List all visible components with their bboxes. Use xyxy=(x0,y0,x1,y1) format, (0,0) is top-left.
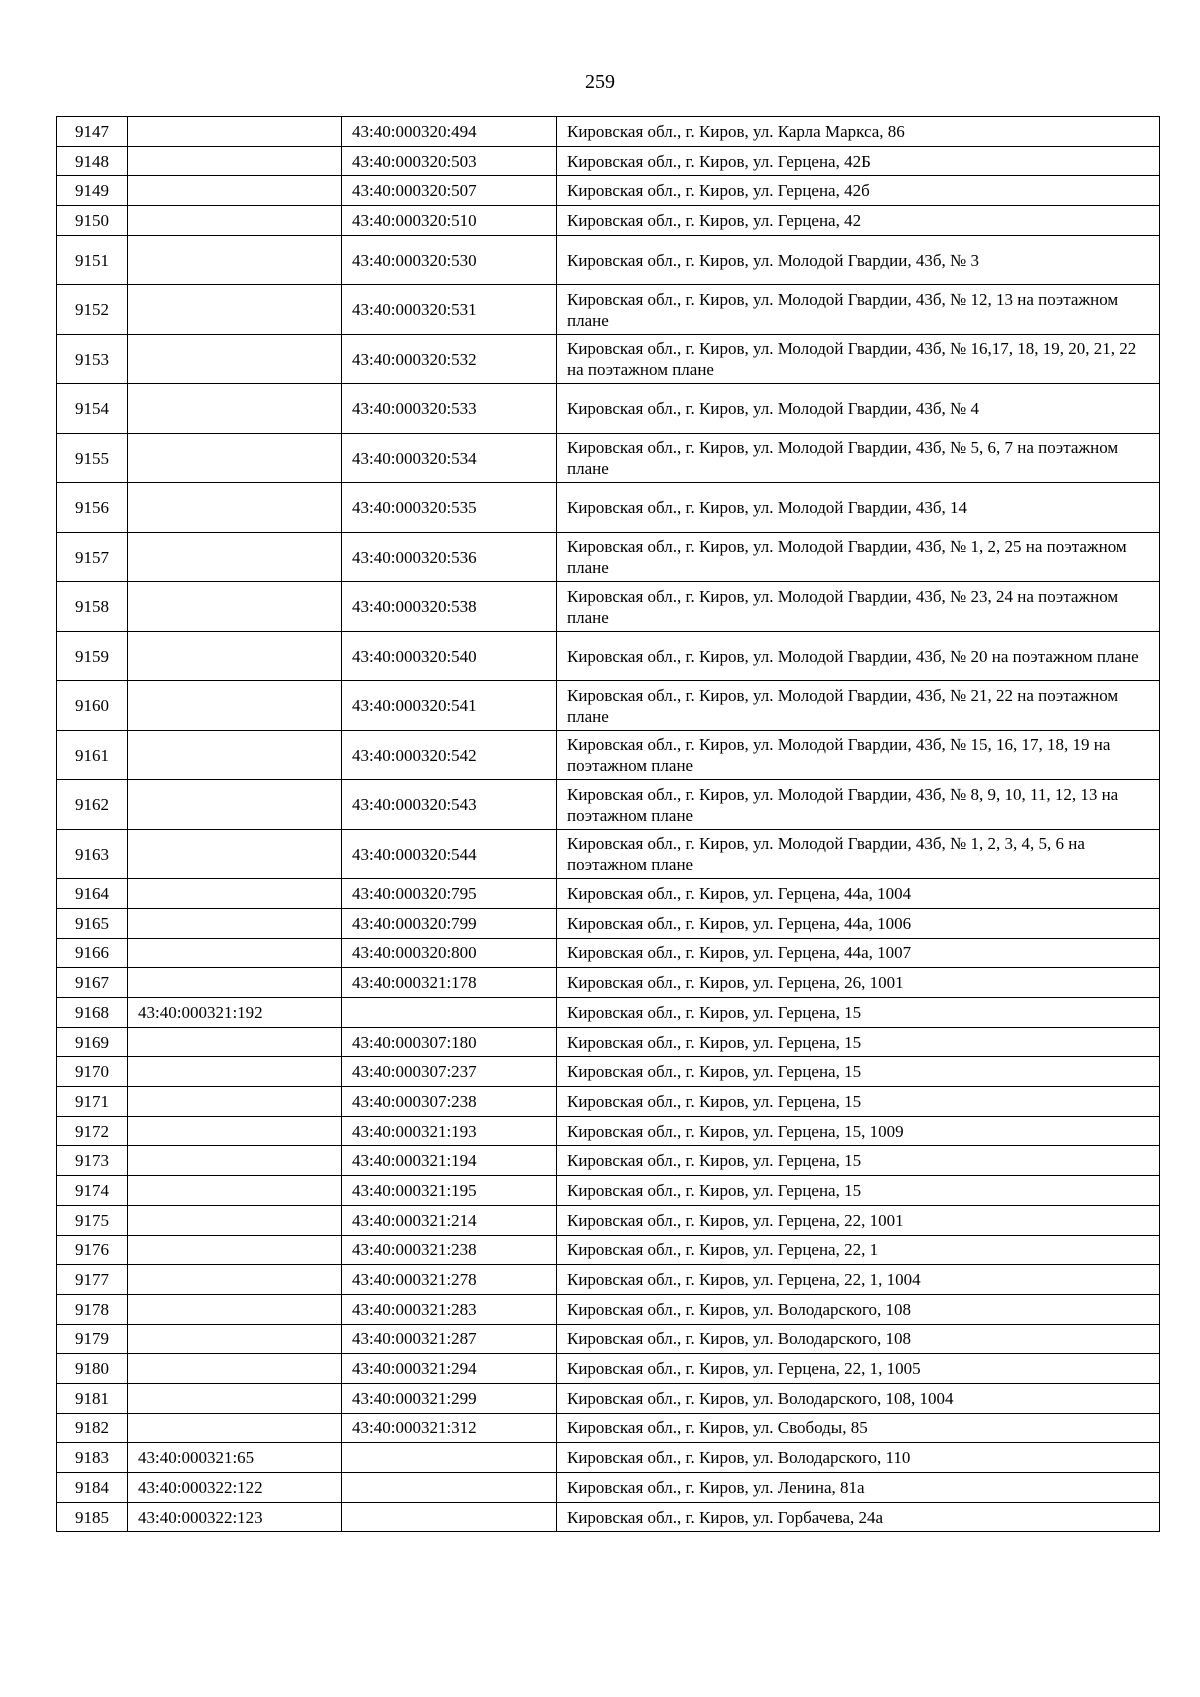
table-row xyxy=(57,176,1160,206)
address-cell: Кировская обл., г. Киров, ул. Герцена, 42б xyxy=(557,176,1160,206)
row-number-cell: 9158 xyxy=(57,582,128,632)
address-cell: Кировская обл., г. Киров, ул. Молодой Гвардии, 43б, № 15, 16, 17, 18, 19 на поэтажном плане xyxy=(557,730,1160,780)
row-number-cell: 9160 xyxy=(57,681,128,731)
object-cadastral-number-cell: 43:40:000320:799 xyxy=(342,908,557,938)
parcel-cadastral-number-cell xyxy=(128,1235,342,1265)
page-number: 259 xyxy=(585,71,615,93)
parcel-cadastral-number-cell xyxy=(128,1116,342,1146)
row-number-cell: 9151 xyxy=(57,235,128,285)
parcel-cadastral-number-cell xyxy=(128,730,342,780)
row-number-cell: 9173 xyxy=(57,1146,128,1176)
address-cell: Кировская обл., г. Киров, ул. Молодой Гвардии, 43б, № 12, 13 на поэтажном плане xyxy=(557,285,1160,335)
address-cell: Кировская обл., г. Киров, ул. Карла Маркса, 86 xyxy=(557,117,1160,147)
row-number-cell: 9181 xyxy=(57,1383,128,1413)
table-row xyxy=(57,1294,1160,1324)
parcel-cadastral-number-cell xyxy=(128,235,342,285)
object-cadastral-number-cell: 43:40:000320:532 xyxy=(342,334,557,384)
address-cell: Кировская обл., г. Киров, ул. Герцена, 42 xyxy=(557,206,1160,236)
object-cadastral-number-cell: 43:40:000320:535 xyxy=(342,483,557,533)
object-cadastral-number-cell: 43:40:000321:214 xyxy=(342,1205,557,1235)
registry-table xyxy=(56,116,1160,1532)
table-row xyxy=(57,206,1160,236)
object-cadastral-number-cell: 43:40:000320:540 xyxy=(342,631,557,681)
parcel-cadastral-number-cell xyxy=(128,117,342,147)
address-cell: Кировская обл., г. Киров, ул. Герцена, 15 xyxy=(557,1087,1160,1117)
table-row xyxy=(57,1265,1160,1295)
row-number-cell: 9161 xyxy=(57,730,128,780)
parcel-cadastral-number-cell xyxy=(128,1265,342,1295)
table-row xyxy=(57,780,1160,830)
object-cadastral-number-cell xyxy=(342,1473,557,1503)
table-row xyxy=(57,938,1160,968)
row-number-cell: 9167 xyxy=(57,968,128,998)
object-cadastral-number-cell xyxy=(342,998,557,1028)
parcel-cadastral-number-cell xyxy=(128,384,342,434)
parcel-cadastral-number-cell: 43:40:000322:123 xyxy=(128,1502,342,1532)
table-row xyxy=(57,1502,1160,1532)
parcel-cadastral-number-cell xyxy=(128,285,342,335)
address-cell: Кировская обл., г. Киров, ул. Герцена, 15 xyxy=(557,1057,1160,1087)
parcel-cadastral-number-cell xyxy=(128,631,342,681)
row-number-cell: 9171 xyxy=(57,1087,128,1117)
table-row xyxy=(57,1413,1160,1443)
address-cell: Кировская обл., г. Киров, ул. Молодой Гвардии, 43б, № 1, 2, 3, 4, 5, 6 на поэтажном плане xyxy=(557,829,1160,879)
address-cell: Кировская обл., г. Киров, ул. Герцена, 44а, 1007 xyxy=(557,938,1160,968)
object-cadastral-number-cell: 43:40:000307:180 xyxy=(342,1027,557,1057)
table-row xyxy=(57,681,1160,731)
row-number-cell: 9163 xyxy=(57,829,128,879)
object-cadastral-number-cell: 43:40:000320:531 xyxy=(342,285,557,335)
address-cell: Кировская обл., г. Киров, ул. Герцена, 26, 1001 xyxy=(557,968,1160,998)
table-row xyxy=(57,483,1160,533)
object-cadastral-number-cell: 43:40:000320:510 xyxy=(342,206,557,236)
table-row xyxy=(57,1443,1160,1473)
registry-table-body xyxy=(57,117,1160,1532)
address-cell: Кировская обл., г. Киров, ул. Ленина, 81а xyxy=(557,1473,1160,1503)
row-number-cell: 9148 xyxy=(57,146,128,176)
row-number-cell: 9153 xyxy=(57,334,128,384)
parcel-cadastral-number-cell xyxy=(128,433,342,483)
table-row xyxy=(57,1176,1160,1206)
object-cadastral-number-cell: 43:40:000320:542 xyxy=(342,730,557,780)
object-cadastral-number-cell: 43:40:000321:194 xyxy=(342,1146,557,1176)
row-number-cell: 9172 xyxy=(57,1116,128,1146)
parcel-cadastral-number-cell xyxy=(128,146,342,176)
table-row xyxy=(57,532,1160,582)
table-row xyxy=(57,879,1160,909)
row-number-cell: 9169 xyxy=(57,1027,128,1057)
row-number-cell: 9174 xyxy=(57,1176,128,1206)
parcel-cadastral-number-cell xyxy=(128,1413,342,1443)
row-number-cell: 9178 xyxy=(57,1294,128,1324)
parcel-cadastral-number-cell xyxy=(128,1057,342,1087)
object-cadastral-number-cell: 43:40:000321:178 xyxy=(342,968,557,998)
row-number-cell: 9152 xyxy=(57,285,128,335)
object-cadastral-number-cell: 43:40:000320:536 xyxy=(342,532,557,582)
address-cell: Кировская обл., г. Киров, ул. Герцена, 15 xyxy=(557,1027,1160,1057)
parcel-cadastral-number-cell xyxy=(128,206,342,236)
row-number-cell: 9184 xyxy=(57,1473,128,1503)
address-cell: Кировская обл., г. Киров, ул. Герцена, 15, 1009 xyxy=(557,1116,1160,1146)
row-number-cell: 9154 xyxy=(57,384,128,434)
parcel-cadastral-number-cell xyxy=(128,908,342,938)
object-cadastral-number-cell: 43:40:000320:544 xyxy=(342,829,557,879)
table-row xyxy=(57,117,1160,147)
row-number-cell: 9147 xyxy=(57,117,128,147)
parcel-cadastral-number-cell xyxy=(128,1383,342,1413)
object-cadastral-number-cell: 43:40:000320:543 xyxy=(342,780,557,830)
table-row xyxy=(57,1324,1160,1354)
table-row xyxy=(57,730,1160,780)
address-cell: Кировская обл., г. Киров, ул. Молодой Гвардии, 43б, № 20 на поэтажном плане xyxy=(557,631,1160,681)
table-row xyxy=(57,1354,1160,1384)
address-cell: Кировская обл., г. Киров, ул. Володарского, 110 xyxy=(557,1443,1160,1473)
address-cell: Кировская обл., г. Киров, ул. Герцена, 15 xyxy=(557,1176,1160,1206)
table-row xyxy=(57,1116,1160,1146)
row-number-cell: 9156 xyxy=(57,483,128,533)
row-number-cell: 9164 xyxy=(57,879,128,909)
row-number-cell: 9170 xyxy=(57,1057,128,1087)
object-cadastral-number-cell: 43:40:000320:507 xyxy=(342,176,557,206)
address-cell: Кировская обл., г. Киров, ул. Молодой Гвардии, 43б, № 3 xyxy=(557,235,1160,285)
object-cadastral-number-cell: 43:40:000320:795 xyxy=(342,879,557,909)
address-cell: Кировская обл., г. Киров, ул. Герцена, 22, 1 xyxy=(557,1235,1160,1265)
row-number-cell: 9177 xyxy=(57,1265,128,1295)
object-cadastral-number-cell: 43:40:000320:503 xyxy=(342,146,557,176)
parcel-cadastral-number-cell xyxy=(128,483,342,533)
object-cadastral-number-cell: 43:40:000321:283 xyxy=(342,1294,557,1324)
row-number-cell: 9149 xyxy=(57,176,128,206)
address-cell: Кировская обл., г. Киров, ул. Герцена, 44а, 1006 xyxy=(557,908,1160,938)
row-number-cell: 9183 xyxy=(57,1443,128,1473)
address-cell: Кировская обл., г. Киров, ул. Герцена, 15 xyxy=(557,1146,1160,1176)
address-cell: Кировская обл., г. Киров, ул. Герцена, 15 xyxy=(557,998,1160,1028)
table-row xyxy=(57,1146,1160,1176)
object-cadastral-number-cell: 43:40:000320:534 xyxy=(342,433,557,483)
object-cadastral-number-cell: 43:40:000321:312 xyxy=(342,1413,557,1443)
object-cadastral-number-cell xyxy=(342,1502,557,1532)
table-row xyxy=(57,631,1160,681)
table-row xyxy=(57,384,1160,434)
row-number-cell: 9159 xyxy=(57,631,128,681)
row-number-cell: 9155 xyxy=(57,433,128,483)
table-row xyxy=(57,433,1160,483)
row-number-cell: 9150 xyxy=(57,206,128,236)
parcel-cadastral-number-cell xyxy=(128,1146,342,1176)
address-cell: Кировская обл., г. Киров, ул. Молодой Гвардии, 43б, № 5, 6, 7 на поэтажном плане xyxy=(557,433,1160,483)
table-row xyxy=(57,1473,1160,1503)
address-cell: Кировская обл., г. Киров, ул. Герцена, 22, 1, 1005 xyxy=(557,1354,1160,1384)
object-cadastral-number-cell: 43:40:000320:800 xyxy=(342,938,557,968)
object-cadastral-number-cell: 43:40:000320:494 xyxy=(342,117,557,147)
table-row xyxy=(57,1057,1160,1087)
parcel-cadastral-number-cell: 43:40:000321:192 xyxy=(128,998,342,1028)
parcel-cadastral-number-cell: 43:40:000321:65 xyxy=(128,1443,342,1473)
table-row xyxy=(57,1027,1160,1057)
object-cadastral-number-cell: 43:40:000307:237 xyxy=(342,1057,557,1087)
parcel-cadastral-number-cell xyxy=(128,1087,342,1117)
table-row xyxy=(57,146,1160,176)
address-cell: Кировская обл., г. Киров, ул. Свободы, 85 xyxy=(557,1413,1160,1443)
object-cadastral-number-cell: 43:40:000321:287 xyxy=(342,1324,557,1354)
parcel-cadastral-number-cell xyxy=(128,879,342,909)
row-number-cell: 9157 xyxy=(57,532,128,582)
table-row xyxy=(57,334,1160,384)
object-cadastral-number-cell: 43:40:000321:299 xyxy=(342,1383,557,1413)
row-number-cell: 9166 xyxy=(57,938,128,968)
parcel-cadastral-number-cell xyxy=(128,1027,342,1057)
object-cadastral-number-cell: 43:40:000320:530 xyxy=(342,235,557,285)
parcel-cadastral-number-cell: 43:40:000322:122 xyxy=(128,1473,342,1503)
row-number-cell: 9185 xyxy=(57,1502,128,1532)
table-row xyxy=(57,582,1160,632)
address-cell: Кировская обл., г. Киров, ул. Герцена, 42Б xyxy=(557,146,1160,176)
address-cell: Кировская обл., г. Киров, ул. Горбачева, 24а xyxy=(557,1502,1160,1532)
object-cadastral-number-cell xyxy=(342,1443,557,1473)
parcel-cadastral-number-cell xyxy=(128,681,342,731)
table-row xyxy=(57,1235,1160,1265)
address-cell: Кировская обл., г. Киров, ул. Молодой Гвардии, 43б, № 8, 9, 10, 11, 12, 13 на поэтажном плане xyxy=(557,780,1160,830)
table-row xyxy=(57,908,1160,938)
row-number-cell: 9175 xyxy=(57,1205,128,1235)
parcel-cadastral-number-cell xyxy=(128,1205,342,1235)
row-number-cell: 9168 xyxy=(57,998,128,1028)
row-number-cell: 9182 xyxy=(57,1413,128,1443)
object-cadastral-number-cell: 43:40:000321:193 xyxy=(342,1116,557,1146)
row-number-cell: 9176 xyxy=(57,1235,128,1265)
table-row xyxy=(57,235,1160,285)
row-number-cell: 9162 xyxy=(57,780,128,830)
table-row xyxy=(57,829,1160,879)
parcel-cadastral-number-cell xyxy=(128,532,342,582)
parcel-cadastral-number-cell xyxy=(128,176,342,206)
parcel-cadastral-number-cell xyxy=(128,1294,342,1324)
address-cell: Кировская обл., г. Киров, ул. Володарского, 108, 1004 xyxy=(557,1383,1160,1413)
table-row xyxy=(57,1383,1160,1413)
address-cell: Кировская обл., г. Киров, ул. Молодой Гвардии, 43б, № 21, 22 на поэтажном плане xyxy=(557,681,1160,731)
address-cell: Кировская обл., г. Киров, ул. Герцена, 22, 1, 1004 xyxy=(557,1265,1160,1295)
parcel-cadastral-number-cell xyxy=(128,334,342,384)
parcel-cadastral-number-cell xyxy=(128,1176,342,1206)
parcel-cadastral-number-cell xyxy=(128,1354,342,1384)
address-cell: Кировская обл., г. Киров, ул. Молодой Гвардии, 43б, № 23, 24 на поэтажном плане xyxy=(557,582,1160,632)
object-cadastral-number-cell: 43:40:000321:195 xyxy=(342,1176,557,1206)
row-number-cell: 9165 xyxy=(57,908,128,938)
address-cell: Кировская обл., г. Киров, ул. Герцена, 22, 1001 xyxy=(557,1205,1160,1235)
object-cadastral-number-cell: 43:40:000321:294 xyxy=(342,1354,557,1384)
object-cadastral-number-cell: 43:40:000321:238 xyxy=(342,1235,557,1265)
parcel-cadastral-number-cell xyxy=(128,938,342,968)
address-cell: Кировская обл., г. Киров, ул. Молодой Гвардии, 43б, № 1, 2, 25 на поэтажном плане xyxy=(557,532,1160,582)
row-number-cell: 9180 xyxy=(57,1354,128,1384)
parcel-cadastral-number-cell xyxy=(128,829,342,879)
table-row xyxy=(57,1205,1160,1235)
address-cell: Кировская обл., г. Киров, ул. Молодой Гвардии, 43б, № 4 xyxy=(557,384,1160,434)
address-cell: Кировская обл., г. Киров, ул. Молодой Гвардии, 43б, № 16,17, 18, 19, 20, 21, 22 на поэтажном плане xyxy=(557,334,1160,384)
address-cell: Кировская обл., г. Киров, ул. Володарского, 108 xyxy=(557,1294,1160,1324)
object-cadastral-number-cell: 43:40:000320:533 xyxy=(342,384,557,434)
parcel-cadastral-number-cell xyxy=(128,780,342,830)
parcel-cadastral-number-cell xyxy=(128,968,342,998)
address-cell: Кировская обл., г. Киров, ул. Володарского, 108 xyxy=(557,1324,1160,1354)
table-row xyxy=(57,998,1160,1028)
table-row xyxy=(57,1087,1160,1117)
object-cadastral-number-cell: 43:40:000320:538 xyxy=(342,582,557,632)
row-number-cell: 9179 xyxy=(57,1324,128,1354)
parcel-cadastral-number-cell xyxy=(128,582,342,632)
parcel-cadastral-number-cell xyxy=(128,1324,342,1354)
object-cadastral-number-cell: 43:40:000320:541 xyxy=(342,681,557,731)
table-row xyxy=(57,968,1160,998)
table-row xyxy=(57,285,1160,335)
address-cell: Кировская обл., г. Киров, ул. Герцена, 44а, 1004 xyxy=(557,879,1160,909)
object-cadastral-number-cell: 43:40:000321:278 xyxy=(342,1265,557,1295)
object-cadastral-number-cell: 43:40:000307:238 xyxy=(342,1087,557,1117)
address-cell: Кировская обл., г. Киров, ул. Молодой Гвардии, 43б, 14 xyxy=(557,483,1160,533)
